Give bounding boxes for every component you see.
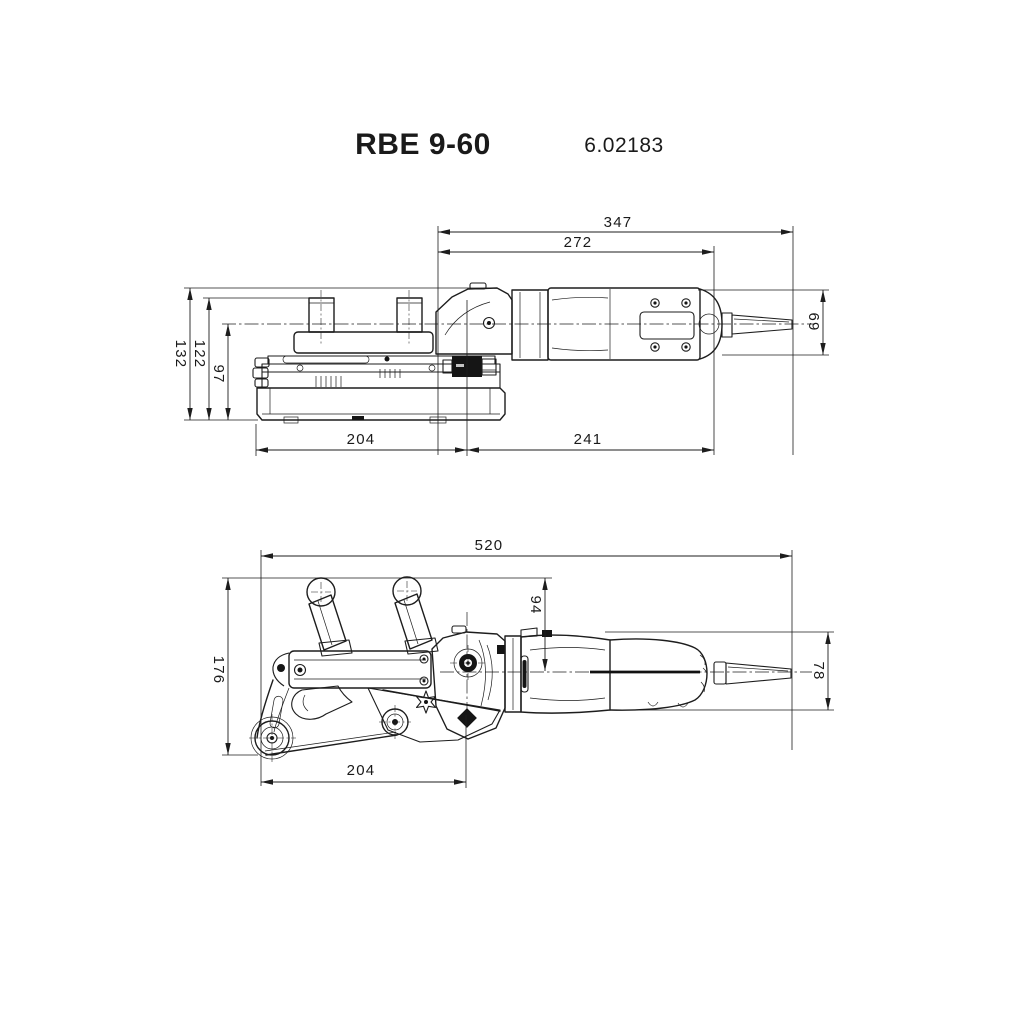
dim-roller-arm-length-label: 204 xyxy=(346,762,376,779)
motor-label-plate xyxy=(640,312,694,339)
dim-belt-unit-length-label: 204 xyxy=(346,431,376,448)
dim-overall-length-label: 520 xyxy=(474,537,504,554)
dim-handle-top-height-label: 122 xyxy=(191,339,208,369)
handle-knobs xyxy=(307,577,438,656)
top-view-machine xyxy=(222,283,815,423)
belt-and-tensioner xyxy=(265,688,500,755)
dim-length-to-motor-end-272 xyxy=(438,234,714,455)
dim-rear-housing-diameter-label: 78 xyxy=(810,661,827,681)
top-view-drawing xyxy=(172,214,829,456)
cable-gland xyxy=(714,662,726,684)
dim-overall-length-347 xyxy=(438,214,793,455)
bottom-view-drawing xyxy=(210,537,834,788)
motor-housing xyxy=(505,628,791,713)
cable-gland xyxy=(722,313,732,337)
model-title: RBE 9-60 xyxy=(355,128,491,161)
dim-overall-height-label: 176 xyxy=(210,655,227,685)
cable-strain-relief xyxy=(732,315,792,334)
dim-overall-length-520 xyxy=(261,537,792,786)
dim-handle-top-height-122 xyxy=(191,298,309,420)
dim-motor-end-diameter-label: 69 xyxy=(805,312,822,332)
dim-axis-height-label: 97 xyxy=(210,364,227,384)
header xyxy=(355,128,664,161)
dim-length-to-motor-end-label: 272 xyxy=(563,234,593,251)
dim-overall-length-label: 347 xyxy=(603,214,633,231)
belt-housing xyxy=(257,388,505,423)
handle-posts xyxy=(294,290,433,353)
tension-lever xyxy=(457,708,477,728)
dim-motor-unit-length-241 xyxy=(467,431,714,450)
clamp-bolt xyxy=(443,356,496,377)
dim-axis-to-top-label: 94 xyxy=(527,595,544,615)
belt-arm xyxy=(273,651,431,688)
cable-strain-relief xyxy=(726,663,791,684)
dim-overall-height-label: 132 xyxy=(172,339,189,369)
trigger-lever xyxy=(292,686,352,719)
gear-head xyxy=(436,283,512,354)
dim-axis-height-97 xyxy=(210,324,228,420)
article-number: 6.02183 xyxy=(584,134,664,157)
dim-axis-to-top-94 xyxy=(527,578,545,671)
dim-motor-unit-length-label: 241 xyxy=(573,431,603,448)
motor-screws xyxy=(651,299,690,351)
